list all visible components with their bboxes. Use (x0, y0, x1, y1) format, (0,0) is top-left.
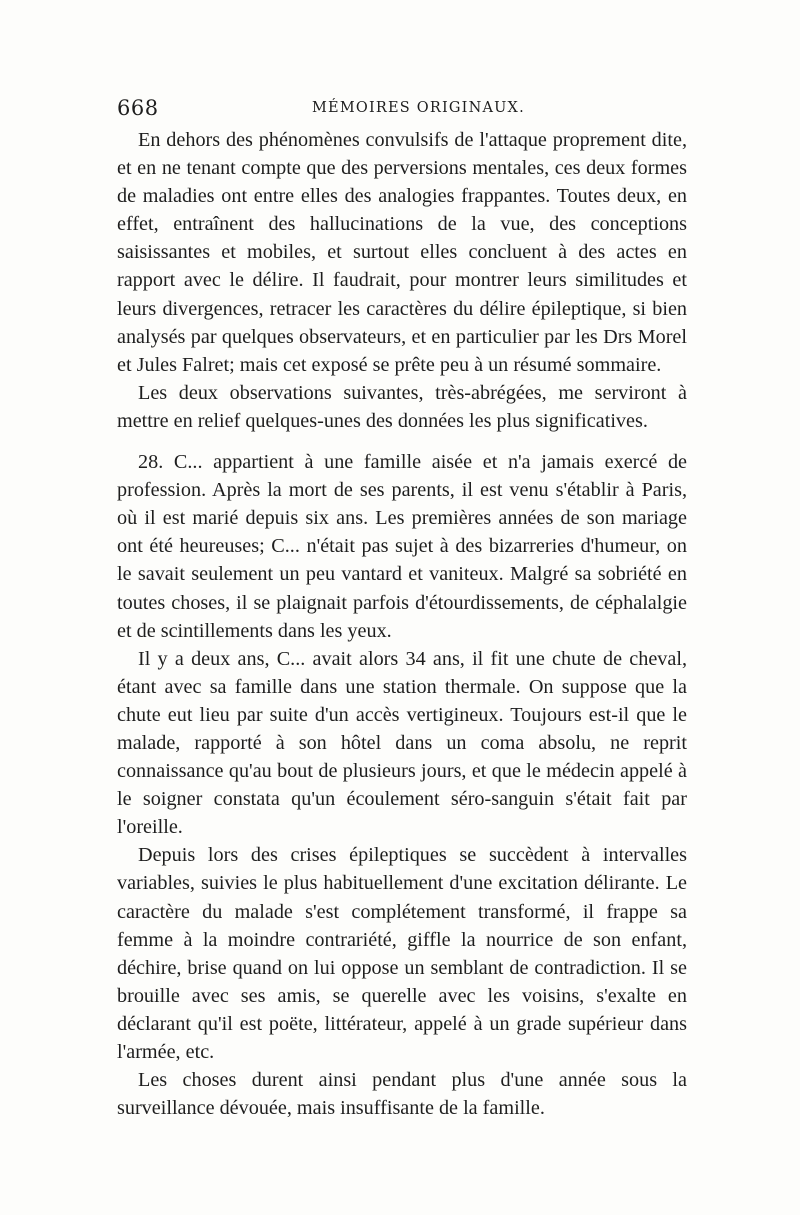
paragraph-intro: En dehors des phénomènes convulsifs de l'attaque proprement dite, et en ne tenant compte que des perversions mentales, ces deux formes de maladies ont entre elles des analogies frappantes. Toutes deux, en effet, entraînent des hallucinations de la vue, des conceptions saisissantes et mobiles, et surtout elles concluent à des actes en rapport avec le délire. Il faudrait, pour montrer leurs similitudes et leurs divergences, retracer les caractères du délire épileptique, si bien analysés par quelques observateurs, et en particulier par les Drs Morel et Jules Falret; mais cet exposé se prête peu à un résumé sommaire. (117, 129, 687, 376)
paragraph-observations: Les deux observations suivantes, très-abrégées, me serviront à mettre en relief quelques-unes des données les plus significatives. (117, 381, 687, 432)
body-text (117, 126, 687, 1122)
page-number: 668 (117, 96, 159, 120)
paragraph-surveillance: Les choses durent ainsi pendant plus d'une année sous la surveillance dévouée, mais insuffisante de la famille. (117, 1069, 687, 1120)
paragraph-crises: Depuis lors des crises épileptiques se succèdent à intervalles variables, suivies le plus habituellement d'une excitation délirante. Le caractère du malade s'est complétement transformé, il frappe sa femme à la moindre contrariété, giffle la nourrice de son enfant, déchire, brise quand on lui oppose un semblant de contradiction. Il se brouille avec ses amis, se querelle avec les voisins, s'exalte en déclarant qu'il est poëte, littérateur, appelé à un grade supérieur dans l'armée, etc. (117, 844, 687, 1063)
running-title: MÉMOIRES ORIGINAUX. (312, 100, 525, 116)
paragraph-fall: Il y a deux ans, C... avait alors 34 ans, il fit une chute de cheval, étant avec sa famille dans une station thermale. On suppose que la chute eut lieu par suite d'un accès vertigineux. Toujours est-il que le malade, rapporté à son hôtel dans un coma absolu, ne reprit connaissance qu'au bout de plusieurs jours, et que le médecin appelé à le soigner constata qu'un écoulement séro-sanguin s'était fait par l'oreille. (117, 647, 687, 839)
paragraph-case-28: 28. C... appartient à une famille aisée et n'a jamais exercé de profession. Après la mort de ses parents, il est venu s'établir à Paris, où il est marié depuis six ans. Les premières années de son mariage ont été heureuses; C... n'était pas sujet à des bizarreries d'humeur, on le savait seulement un peu vantard et vaniteux. Malgré sa sobriété en toutes choses, il se plaignait parfois d'étourdissements, de céphalalgie et de scintillements dans les yeux. (117, 451, 687, 642)
page-header (117, 96, 687, 124)
